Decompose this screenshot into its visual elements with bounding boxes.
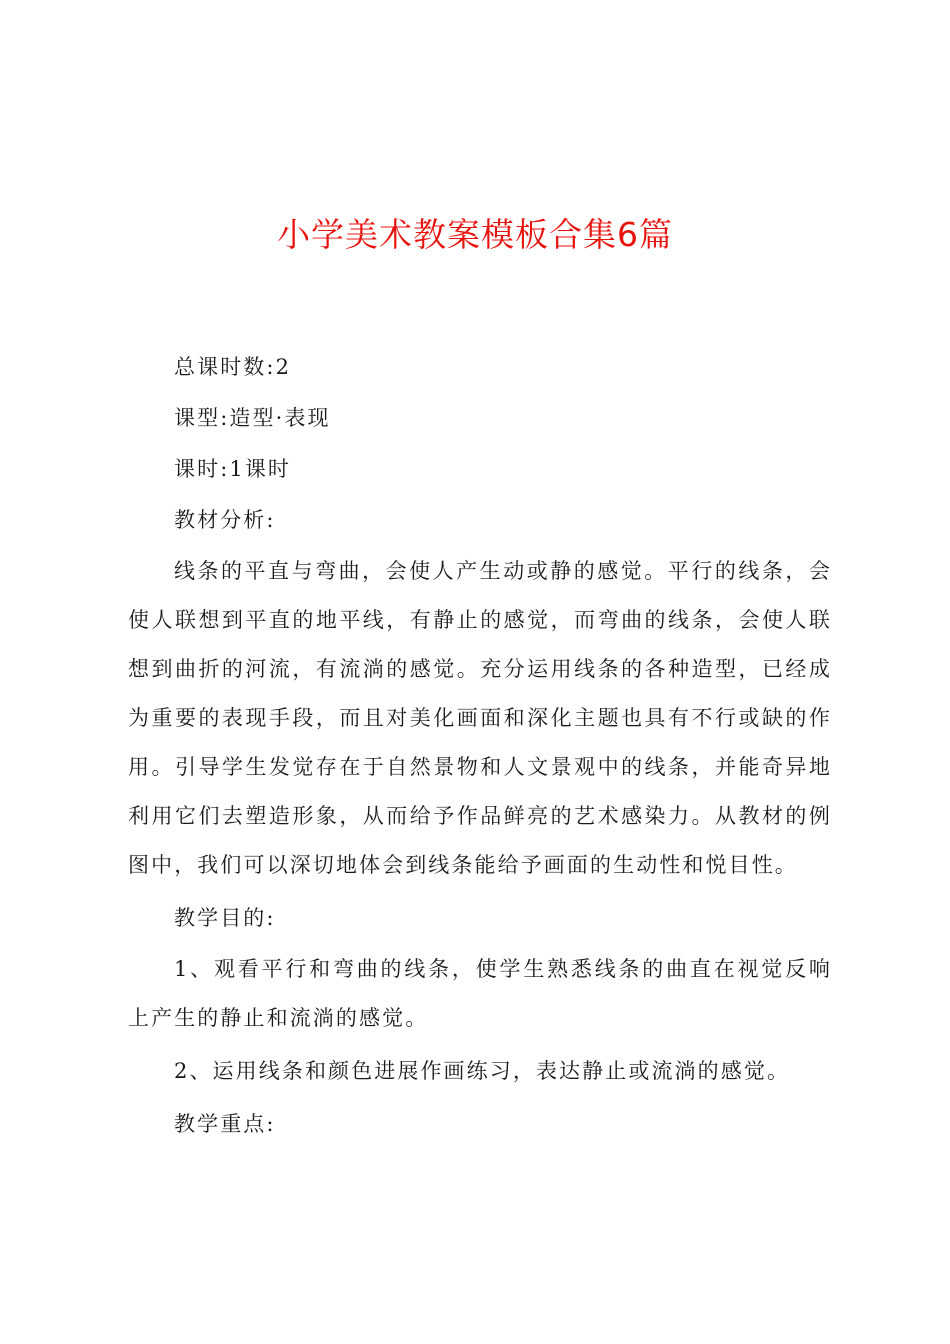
total-hours-line: 总课时数:2 — [174, 355, 292, 379]
lesson-type-line: 课型:造型·表现 — [174, 406, 331, 430]
analysis-heading: 教材分析: — [174, 508, 276, 532]
key-points-heading: 教学重点: — [174, 1112, 276, 1136]
document-body — [128, 343, 832, 1151]
lesson-hours-line: 课时:1课时 — [174, 457, 292, 481]
document-title: 小学美术教案模板合集6篇 — [277, 215, 673, 254]
goal-item-2: 2、运用线条和颜色进展作画练习，表达静止或流淌的感觉。 — [174, 1059, 791, 1083]
goals-heading: 教学目的: — [174, 906, 276, 930]
analysis-paragraph: 线条的平直与弯曲，会使人产生动或静的感觉。平行的线条，会使人联想到平直的地平线，有静止的感觉，而弯曲的线条，会使人联想到曲折的河流，有流淌的感觉。充分运用线条的各种造型，已经成为重要的表现手段，而且对美化画面和深化主题也具有不行或缺的作用。引导学生发觉存在于自然景物和人文景观中的线条，并能奇异地利用它们去塑造形象，从而给予作品鲜亮的艺术感染力。从教材的例图中，我们可以深切地体会到线条能给予画面的生动性和悦目性。 — [128, 559, 832, 877]
goal-item-1: 1、观看平行和弯曲的线条，使学生熟悉线条的曲直在视觉反响上产生的静止和流淌的感觉。 — [128, 957, 832, 1030]
